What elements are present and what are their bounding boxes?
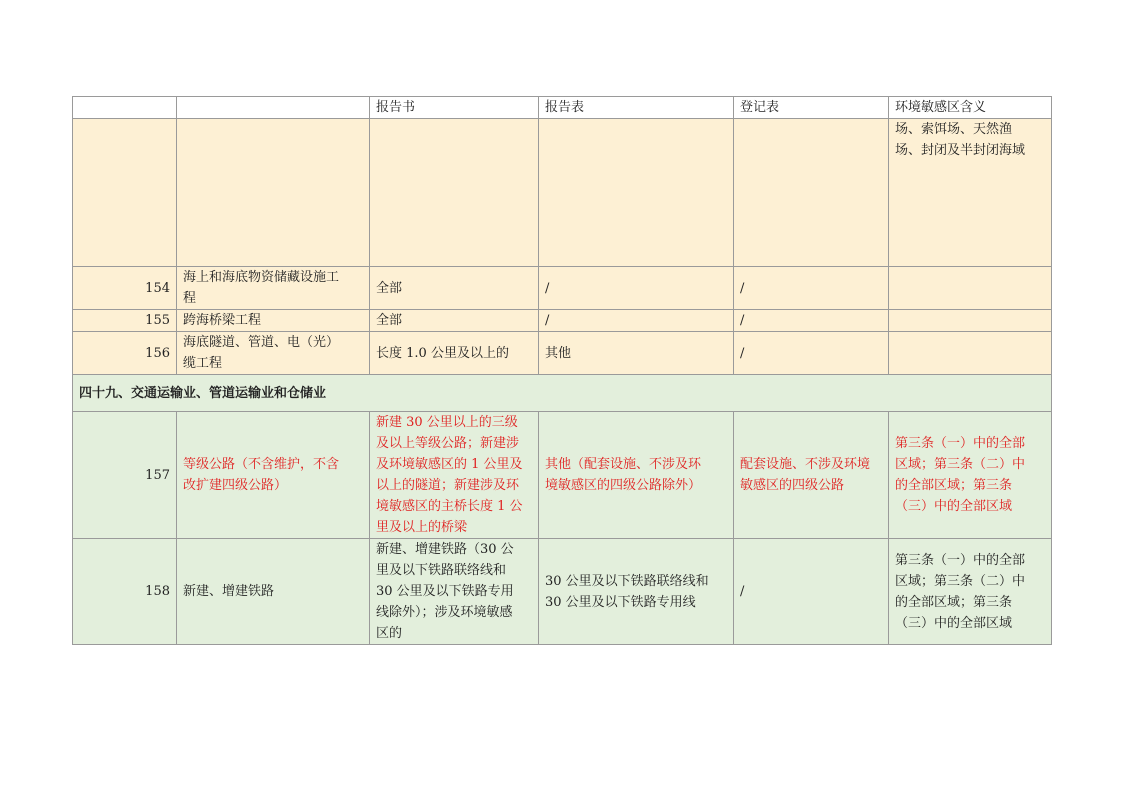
header-cell-project [177, 97, 370, 119]
registration-cell: 配套设施、不涉及环境 敏感区的四级公路 [734, 412, 889, 539]
header-cell-report-form: 报告表 [539, 97, 734, 119]
continuation-row [73, 119, 1052, 267]
project-category: 海上和海底物资储藏设施工 程 [177, 267, 370, 310]
report-form-cell: 其他 [539, 332, 734, 375]
project-category: 等级公路（不含维护，不含 改扩建四级公路） [177, 412, 370, 539]
sensitive-area-cell [889, 267, 1052, 310]
section-row [73, 375, 1052, 412]
section-title: 四十九、交通运输业、管道运输业和仓储业 [73, 375, 1052, 412]
row-number: 155 [73, 310, 177, 332]
report-form-cell: 其他（配套设施、不涉及环 境敏感区的四级公路除外） [539, 412, 734, 539]
report-book-cell: 全部 [370, 310, 539, 332]
sensitive-area-cell: 场、索饵场、天然渔 场、封闭及半封闭海域 [889, 119, 1052, 267]
row-number: 154 [73, 267, 177, 310]
report-form-cell: 30 公里及以下铁路联络线和 30 公里及以下铁路专用线 [539, 539, 734, 645]
table-cell [734, 119, 889, 267]
report-book-cell: 长度 1.0 公里及以上的 [370, 332, 539, 375]
header-cell-report-book: 报告书 [370, 97, 539, 119]
header-row [73, 97, 1052, 119]
table-row [73, 412, 1052, 539]
header-cell-sensitive: 环境敏感区含义 [889, 97, 1052, 119]
report-book-cell: 全部 [370, 267, 539, 310]
project-category: 海底隧道、管道、电（光） 缆工程 [177, 332, 370, 375]
header-cell-num [73, 97, 177, 119]
registration-cell: / [734, 267, 889, 310]
table-cell [177, 119, 370, 267]
registration-cell: / [734, 332, 889, 375]
registration-cell: / [734, 539, 889, 645]
sensitive-area-cell: 第三条（一）中的全部 区域；第三条（二）中 的全部区域；第三条 （三）中的全部区域 [889, 539, 1052, 645]
classification-table [72, 96, 1052, 645]
row-number: 158 [73, 539, 177, 645]
table-cell [370, 119, 539, 267]
report-form-cell: / [539, 310, 734, 332]
sensitive-area-cell [889, 332, 1052, 375]
sensitive-area-cell [889, 310, 1052, 332]
row-number: 156 [73, 332, 177, 375]
row-number: 157 [73, 412, 177, 539]
registration-cell: / [734, 310, 889, 332]
sensitive-area-cell: 第三条（一）中的全部 区域；第三条（二）中 的全部区域；第三条 （三）中的全部区域 [889, 412, 1052, 539]
table-row [73, 267, 1052, 310]
table-row [73, 310, 1052, 332]
report-book-cell: 新建 30 公里以上的三级 及以上等级公路；新建涉 及环境敏感区的 1 公里及 以上的隧道；新建涉及环 境敏感区的主桥长度 1 公 里及以上的桥梁 [370, 412, 539, 539]
report-book-cell: 新建、增建铁路（30 公 里及以下铁路联络线和 30 公里及以下铁路专用 线除外）；涉及环境敏感 区的 [370, 539, 539, 645]
table-row [73, 539, 1052, 645]
project-category: 跨海桥梁工程 [177, 310, 370, 332]
table-cell [539, 119, 734, 267]
project-category: 新建、增建铁路 [177, 539, 370, 645]
table-row [73, 332, 1052, 375]
table-cell [73, 119, 177, 267]
header-cell-registration: 登记表 [734, 97, 889, 119]
report-form-cell: / [539, 267, 734, 310]
